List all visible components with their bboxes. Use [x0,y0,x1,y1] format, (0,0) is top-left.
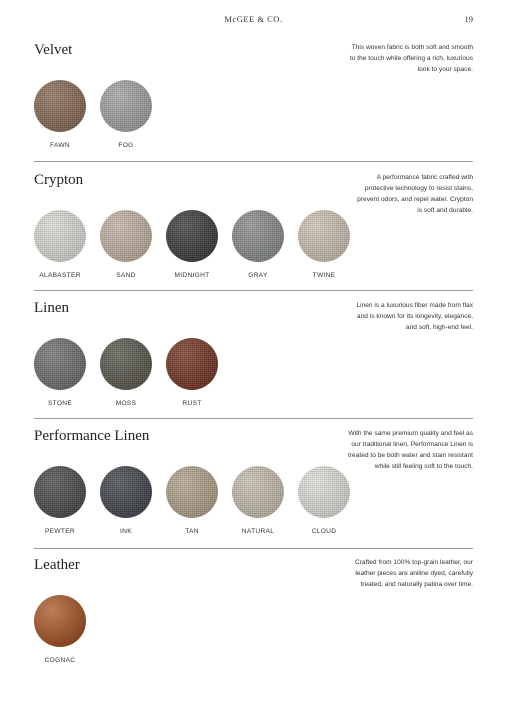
swatch-ink[interactable] [100,466,152,535]
swatch-label: NATURAL [241,528,275,535]
swatch-circle [100,80,152,132]
swatch-midnight[interactable] [166,210,218,279]
section-divider [34,418,473,419]
swatch-list [34,210,350,279]
section-description: With the same premium quality and feel as our traditional linen, Performance Linen is treated to be both water and stain resistant while still feeling soft to the touch. [348,430,473,470]
section-divider [34,548,473,549]
swatch-circle [166,466,218,518]
section-title: Linen [34,300,69,316]
swatch-pewter[interactable] [34,466,86,535]
swatch-circle [232,466,284,518]
section-leather [34,557,473,669]
swatch-circle [166,338,218,390]
section-title: Performance Linen [34,428,150,444]
swatch-circle [34,210,86,262]
swatch-label: TWINE [312,272,336,279]
section-velvet [34,42,473,154]
section-crypton [34,172,473,284]
swatch-circle [34,80,86,132]
section-title: Crypton [34,172,84,188]
swatch-alabaster[interactable] [34,210,86,279]
swatch-rust[interactable] [166,338,218,407]
swatch-label: RUST [182,400,202,407]
swatch-circle [100,210,152,262]
swatch-label: STONE [47,400,73,407]
section-performance-linen [34,428,473,540]
page-number: 19 [464,14,473,24]
swatch-gray[interactable] [232,210,284,279]
swatch-label: INK [120,528,132,535]
swatch-list [34,595,86,664]
section-description: Crafted from 100% top-grain leather, our leather pieces are aniline dyed, carefully treated, and naturally patina over time. [354,559,473,588]
section-description: This woven fabric is both soft and smooth to the touch while offering a rich, luxurious look to your space. [349,44,473,73]
section-title: Leather [34,557,80,573]
swatch-cognac[interactable] [34,595,86,664]
swatch-moss[interactable] [100,338,152,407]
section-linen [34,300,473,412]
brand-name: McGEE & CO. [224,14,283,24]
swatch-sand[interactable] [100,210,152,279]
swatch-label: ALABASTER [39,272,81,279]
section-divider [34,290,473,291]
swatch-label: FAWN [49,142,70,149]
swatch-circle [34,466,86,518]
swatch-list [34,80,152,149]
swatch-list [34,338,218,407]
swatch-label: CLOUD [311,528,337,535]
swatch-cloud[interactable] [298,466,350,535]
swatch-stone[interactable] [34,338,86,407]
swatch-tan[interactable] [166,466,218,535]
swatch-label: MIDNIGHT [174,272,210,279]
swatch-circle [166,210,218,262]
swatch-twine[interactable] [298,210,350,279]
section-description: A performance fabric crafted with protective technology to resist stains, prevent odors, and repel water. Crypton is soft and durable. [357,174,473,214]
swatch-label: GRAY [248,272,268,279]
swatch-circle [298,210,350,262]
swatch-circle [100,466,152,518]
section-description: Linen is a luxurious fiber made from flax and is known for its longevity, elegance, and soft, high-end feel. [356,302,473,331]
swatch-label: FOG [118,142,134,149]
swatch-label: TAN [185,528,199,535]
swatch-label: SAND [116,272,136,279]
swatch-natural[interactable] [232,466,284,535]
section-title: Velvet [34,42,73,58]
swatch-circle [232,210,284,262]
swatch-circle [34,338,86,390]
swatch-circle [34,595,86,647]
swatch-label: PEWTER [44,528,75,535]
section-divider [34,161,473,162]
swatch-circle [100,338,152,390]
swatch-list [34,466,350,535]
swatch-fawn[interactable] [34,80,86,149]
swatch-fog[interactable] [100,80,152,149]
swatch-label: COGNAC [44,657,76,664]
swatch-label: MOSS [115,400,137,407]
swatch-circle [298,466,350,518]
